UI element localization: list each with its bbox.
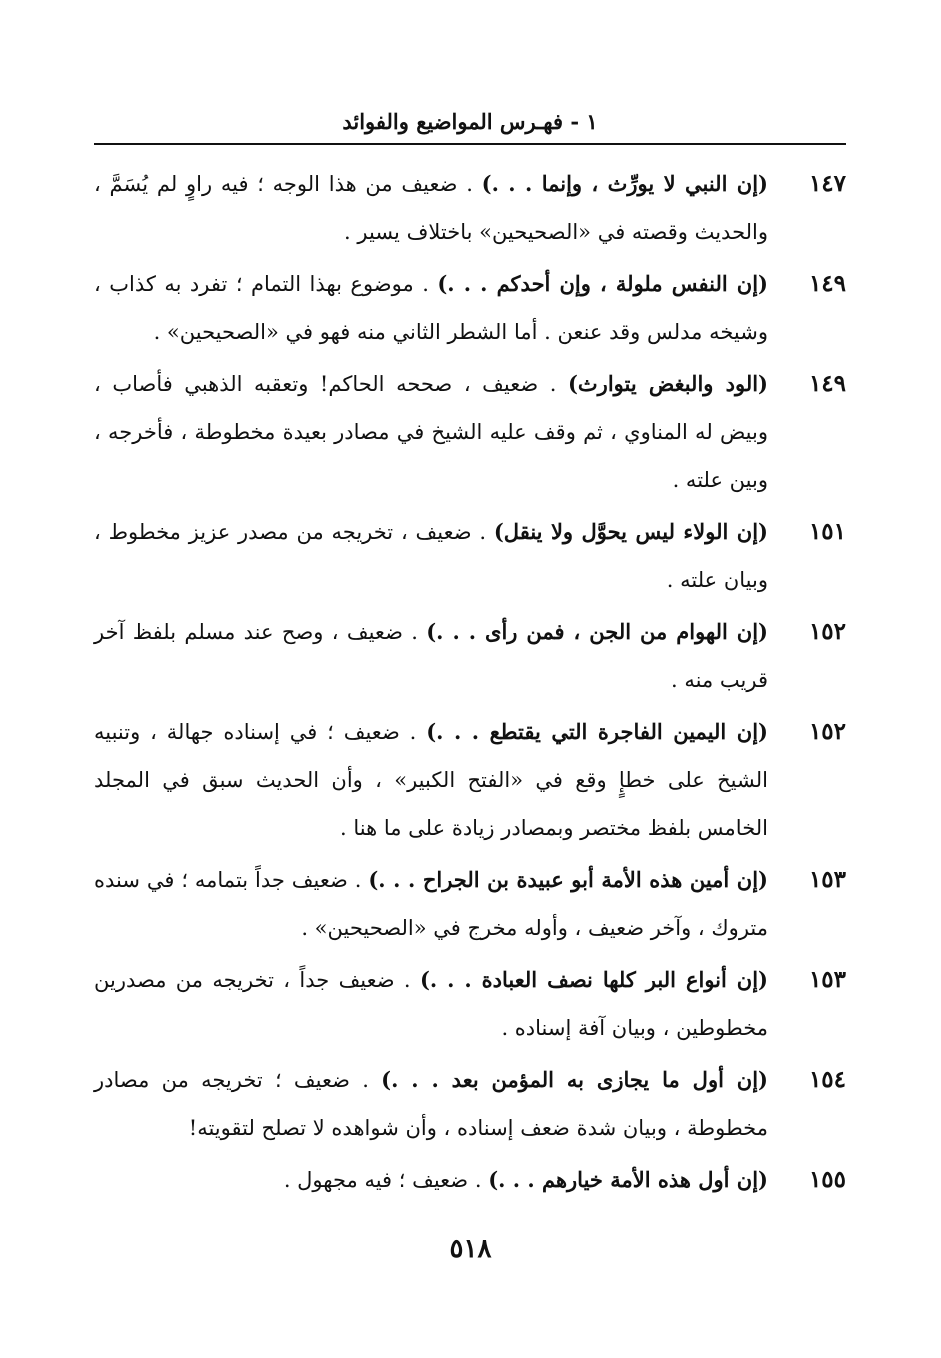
entry-page-number: ١٥٢: [808, 718, 846, 745]
entry-body: [94, 360, 778, 504]
entry-description: . ضعيف ؛ تخريجه من مصادر مخطوطة ، وبيان شدة ضعف إسناده ، وأن شواهده لا تصلح لتقويته!: [94, 1068, 768, 1140]
entry-hadith-title: (إن الولاء ليس يحوَّل ولا ينقل): [493, 519, 768, 544]
entry-page-number: ١٥٢: [808, 618, 846, 645]
index-entry: [94, 160, 846, 256]
entry-list: [94, 160, 846, 1208]
entry-hadith-title: (إن أول ما يجازى به المؤمن بعد . . .): [381, 1067, 768, 1092]
index-entry: [94, 856, 846, 952]
entry-page-number: ١٥٥: [808, 1166, 846, 1193]
entry-hadith-title: (إن أمين هذه الأمة أبو عبيدة بن الجراح . . .): [368, 867, 768, 892]
index-entry: [94, 508, 846, 604]
entry-body: [94, 956, 778, 1052]
entry-description: . ضعيف ؛ في إسناده جهالة ، وتنبيه الشيخ على خطإٍ وقع في «الفتح الكبير» ، وأن الحديث سبق في المجلد الخامس بلفظ مختصر وبمصادر زيادة على ما هنا .: [94, 720, 768, 840]
entry-description: . ضعيف ، تخريجه من مصدر عزيز مخطوط ، وبيان علته .: [94, 520, 768, 592]
entry-body: [94, 708, 778, 852]
header-divider: [94, 143, 846, 145]
entry-description: . ضعيف من هذا الوجه ؛ فيه راوٍ لم يُسَمَّ ، والحديث وقصته في «الصحيحين» باختلاف يسير .: [94, 172, 768, 244]
entry-description: . ضعيف جداً ، تخريجه من مصدرين مخطوطين ، وبيان آفة إسناده .: [94, 968, 768, 1040]
entry-hadith-title: (إن النفس ملولة ، وإن أحدكم . . .): [437, 271, 768, 296]
entry-body: [94, 608, 778, 704]
entry-body: [94, 1056, 778, 1152]
entry-hadith-title: (إن اليمين الفاجرة التي يقتطع . . .): [426, 719, 768, 744]
index-entry: [94, 260, 846, 356]
entry-body: [94, 1156, 778, 1204]
entry-body: [94, 160, 778, 256]
entry-page-number: ١٤٧: [808, 170, 846, 197]
entry-description: . ضعيف ، صححه الحاكم! وتعقبه الذهبي فأصاب ، وبيض له المناوي ، ثم وقف عليه الشيخ في مصادر بعيدة مخطوطة ، فأخرجه ، وبين علته .: [94, 372, 768, 492]
index-entry: [94, 1056, 846, 1152]
entry-page-number: ١٥٣: [808, 966, 846, 993]
index-entry: [94, 708, 846, 852]
entry-page-number: ١٥٣: [808, 866, 846, 893]
entry-description: . ضعيف جداً بتمامه ؛ في سنده متروك ، وآخر ضعيف ، وأوله مخرج في «الصحيحين» .: [94, 868, 768, 940]
entry-hadith-title: (إن النبي لا يورِّث ، وإنما . . .): [481, 171, 768, 196]
entry-body: [94, 508, 778, 604]
index-entry: [94, 1156, 846, 1204]
entry-hadith-title: (إن الهوام من الجن ، فمن رأى . . .): [426, 619, 768, 644]
index-entry: [94, 608, 846, 704]
index-entry: [94, 956, 846, 1052]
entry-body: [94, 260, 778, 356]
entry-page-number: ١٤٩: [808, 270, 846, 297]
entry-page-number: ١٤٩: [808, 370, 846, 397]
page-header-title: ١ - فهـرس المواضيع والفوائد: [342, 109, 598, 134]
entry-page-number: ١٥١: [808, 518, 846, 545]
entry-description: . ضعيف ؛ فيه مجهول .: [283, 1168, 482, 1192]
entry-page-number: ١٥٤: [808, 1066, 846, 1093]
entry-body: [94, 856, 778, 952]
entry-description: . موضوع بهذا التمام ؛ تفرد به كذاب ، وشيخه مدلس وقد عنعن . أما الشطر الثاني منه فهو في «الصحيحين» .: [94, 272, 768, 344]
index-entry: [94, 360, 846, 504]
entry-description: . ضعيف ، وصح عند مسلم بلفظ آخر قريب منه .: [94, 620, 768, 692]
entry-hadith-title: (إن أنواع البر كلها نصف العبادة . . .): [419, 967, 768, 992]
page-number-footer: ٥١٨: [449, 1234, 492, 1264]
entry-hadith-title: (الود والبغض يتوارث): [567, 371, 768, 396]
entry-hadith-title: (إن أول هذه الأمة خيارهم . . .): [488, 1167, 768, 1192]
